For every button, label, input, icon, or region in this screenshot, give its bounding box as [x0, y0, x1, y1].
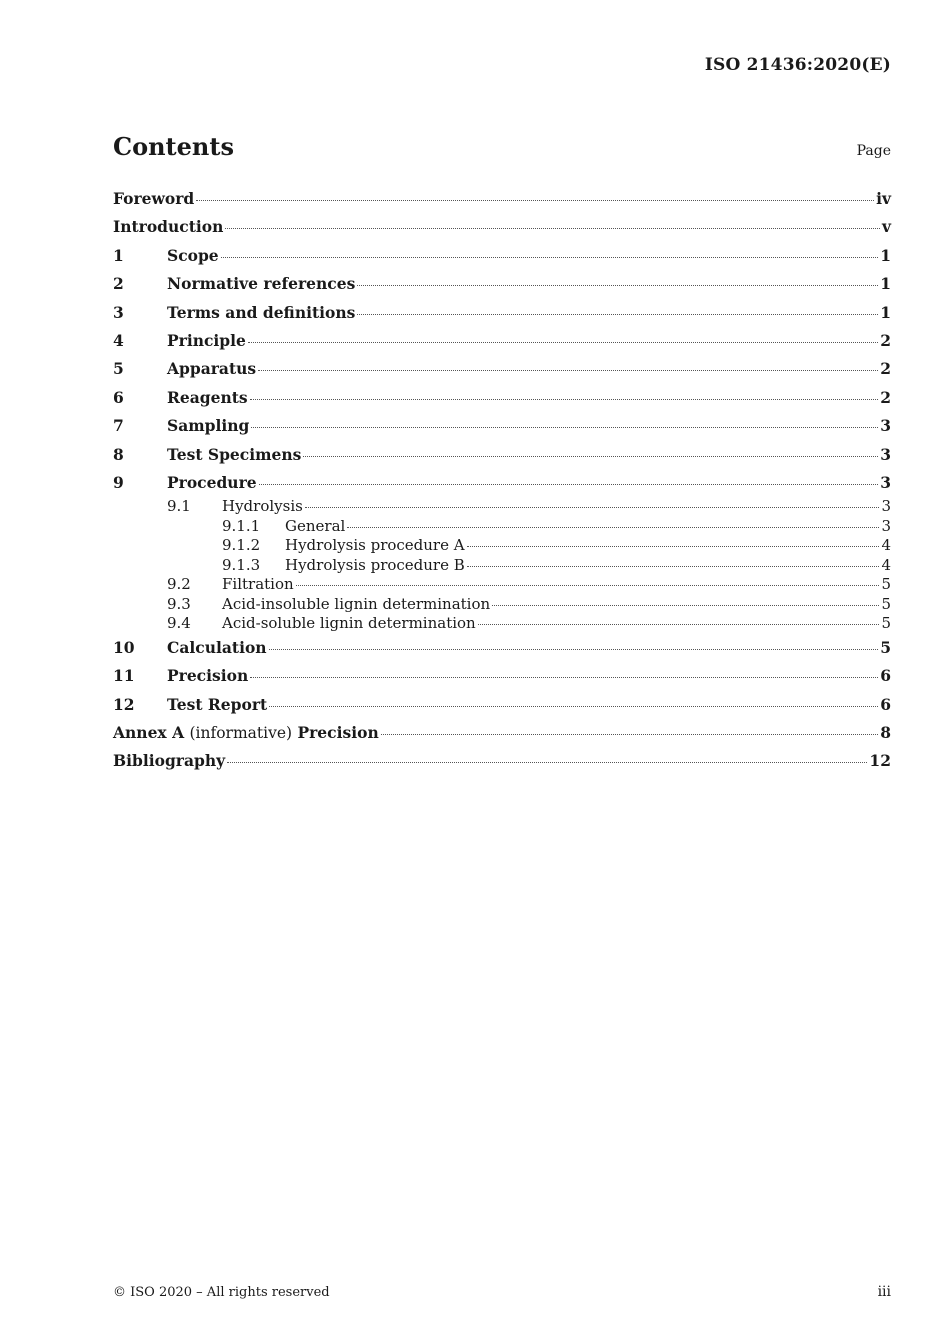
toc-entry[interactable]: [113, 441, 891, 469]
toc-entry-title: Acid-insoluble lignin determination: [222, 594, 491, 613]
dot-leader: [492, 605, 879, 606]
toc-entry-title: Acid-soluble lignin determination: [222, 614, 476, 633]
toc-entry[interactable]: [113, 747, 891, 775]
dot-leader: [227, 762, 867, 763]
toc-entry-page: 5: [881, 614, 891, 633]
toc-entry-title: General: [285, 516, 346, 535]
toc-entry[interactable]: [113, 327, 891, 355]
toc-entry-number: 9.4: [167, 614, 191, 633]
toc-entry-page: 2: [880, 330, 891, 350]
toc-entry[interactable]: [113, 242, 891, 270]
dot-leader: [305, 507, 880, 508]
toc-entry[interactable]: [113, 299, 891, 327]
toc-entry[interactable]: [113, 185, 891, 213]
dot-leader: [357, 314, 878, 315]
toc-entry[interactable]: [113, 469, 891, 497]
toc-entry-page: iv: [876, 189, 891, 208]
toc-entry-number: 9.1: [167, 497, 191, 516]
toc-entry-title: Apparatus: [167, 359, 257, 379]
toc-entry[interactable]: [113, 536, 891, 556]
dot-leader: [296, 585, 880, 586]
toc-entry-number: 9.1.1: [222, 516, 261, 535]
dot-leader: [251, 427, 878, 428]
toc-entry-page: 3: [880, 444, 891, 464]
toc-entry-title: Normative references: [167, 274, 356, 294]
dot-leader: [225, 228, 880, 229]
toc-entry-page: 12: [869, 751, 891, 771]
toc-entry-title: Hydrolysis procedure A: [285, 536, 465, 555]
toc-entry-title: Reagents: [167, 387, 248, 407]
toc-entry-number: 1: [113, 245, 124, 265]
toc-entry[interactable]: [113, 634, 891, 662]
toc-entry[interactable]: [113, 270, 891, 298]
dot-leader: [250, 677, 878, 678]
toc-entry-number: 7: [113, 416, 124, 436]
dot-leader: [221, 257, 879, 258]
dot-leader: [250, 399, 879, 400]
toc-entry-number: 6: [113, 387, 124, 407]
toc-entry-page: 6: [880, 694, 891, 714]
toc-entry-number: 9.2: [167, 575, 191, 594]
toc-entry-title: Sampling: [167, 416, 250, 436]
toc-entry[interactable]: [113, 497, 891, 517]
dot-leader: [381, 734, 878, 735]
toc-entry[interactable]: [113, 719, 891, 747]
toc-entry[interactable]: [113, 412, 891, 440]
dot-leader: [357, 285, 878, 286]
toc-entry-number: 5: [113, 359, 124, 379]
toc-entry-title: Bibliography: [113, 751, 226, 771]
page-column-label: Page: [856, 143, 891, 159]
toc-entry-page: 6: [880, 666, 891, 686]
dot-leader: [347, 527, 879, 528]
annex-type: (informative): [189, 723, 293, 742]
toc-entry-page: 5: [881, 575, 891, 594]
toc-entry-number: 12: [113, 694, 135, 714]
toc-entry-number: 4: [113, 330, 124, 350]
toc-entry-number: 9.3: [167, 594, 191, 613]
toc-entry-number: 9.1.2: [222, 536, 261, 555]
toc-entry-page: 1: [880, 245, 891, 265]
toc-entry[interactable]: [113, 575, 891, 595]
toc-entry-number: 11: [113, 666, 135, 686]
toc-entry-page: 3: [880, 416, 891, 436]
toc-entry-title: Terms and definitions: [167, 302, 356, 322]
toc-entry[interactable]: [113, 595, 891, 615]
toc-entry-title: Test Report: [167, 694, 268, 714]
table-of-contents: [113, 185, 891, 776]
dot-leader: [269, 706, 878, 707]
toc-entry[interactable]: [113, 355, 891, 383]
dot-leader: [467, 546, 880, 547]
toc-entry[interactable]: [113, 556, 891, 576]
toc-entry-page: v: [881, 217, 891, 237]
toc-entry-title: Hydrolysis procedure B: [285, 555, 465, 574]
toc-entry-number: 9.1.3: [222, 555, 261, 574]
dot-leader: [196, 200, 874, 201]
toc-entry-number: 2: [113, 274, 124, 294]
dot-leader: [303, 456, 878, 457]
annex-title: Precision: [297, 722, 379, 742]
dot-leader: [269, 649, 879, 650]
toc-entry-page: 2: [880, 359, 891, 379]
dot-leader: [259, 484, 879, 485]
toc-entry[interactable]: [113, 213, 891, 241]
toc-entry-title: Precision: [167, 666, 249, 686]
dot-leader: [478, 624, 880, 625]
toc-entry-title: Procedure: [167, 472, 257, 492]
toc-entry-title: Hydrolysis: [222, 497, 303, 516]
toc-entry-number: 8: [113, 444, 124, 464]
toc-entry[interactable]: [113, 662, 891, 690]
toc-entry-number: 10: [113, 637, 135, 657]
toc-entry-title: Foreword: [113, 189, 195, 208]
toc-entry-title: Test Specimens: [167, 444, 302, 464]
toc-entry-title: Calculation: [167, 637, 267, 657]
dot-leader: [467, 566, 880, 567]
toc-entry-title: Scope: [167, 245, 219, 265]
toc-entry-page: 4: [881, 555, 891, 574]
toc-entry-page: 4: [881, 536, 891, 555]
toc-entry[interactable]: [113, 691, 891, 719]
toc-entry-number: 3: [113, 302, 124, 322]
toc-entry-page: 5: [880, 637, 891, 657]
toc-entry-title: Filtration: [222, 575, 294, 594]
toc-entry[interactable]: [113, 614, 891, 634]
toc-entry-page: 3: [880, 472, 891, 492]
toc-entry-page: 2: [880, 387, 891, 407]
toc-entry-number: 9: [113, 472, 124, 492]
toc-entry-title: Introduction: [113, 217, 224, 237]
toc-entry-page: 3: [881, 497, 891, 516]
toc-entry-page: 3: [881, 516, 891, 535]
toc-entry-page: 5: [881, 594, 891, 613]
footer-copyright: © ISO 2020 – All rights reserved: [113, 1285, 330, 1300]
footer-page-number: iii: [877, 1284, 891, 1300]
toc-entry-page: 8: [880, 722, 891, 742]
dot-leader: [248, 342, 878, 343]
contents-title: Contents: [113, 132, 234, 161]
document-id: ISO 21436:2020(E): [704, 55, 891, 75]
toc-entry[interactable]: [113, 517, 891, 537]
toc-entry-page: 1: [880, 274, 891, 294]
toc-entry-title: Principle: [167, 330, 246, 350]
toc-entry-page: 1: [880, 302, 891, 322]
annex-label: Annex A: [113, 722, 185, 742]
dot-leader: [258, 370, 878, 371]
toc-entry-title: [113, 719, 379, 747]
toc-entry[interactable]: [113, 384, 891, 412]
